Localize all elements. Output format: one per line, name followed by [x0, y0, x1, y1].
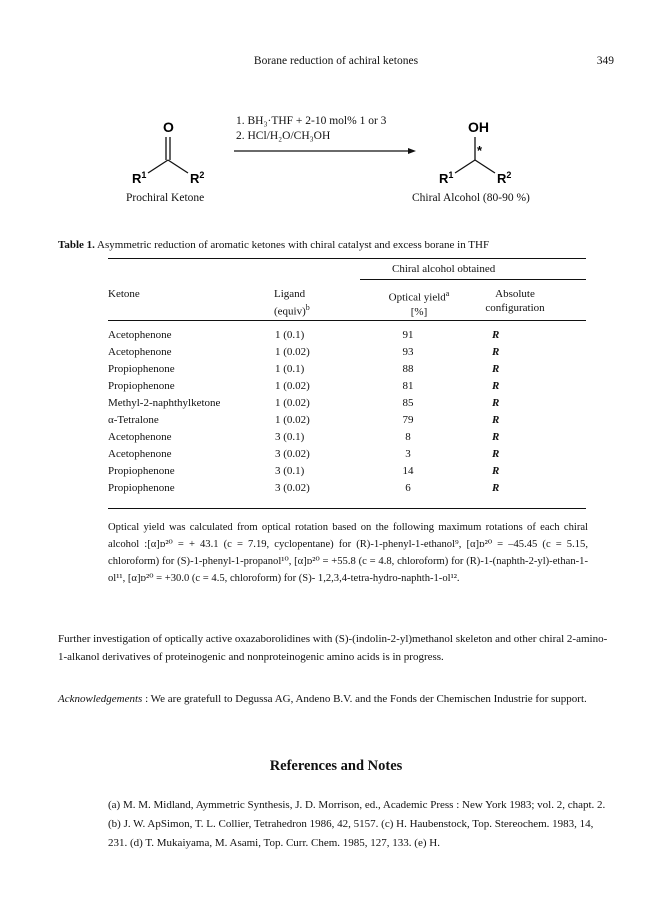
acknowledgements-text: : We are gratefull to Degussa AG, Andeno B.V. and the Fonds der Chemischen Industrie for support. — [142, 693, 587, 705]
cell-configuration: R — [492, 363, 500, 375]
table-row — [108, 465, 586, 481]
acknowledgements — [58, 690, 614, 708]
cell-ketone: Methyl-2-naphthylketone — [108, 397, 221, 409]
cell-ketone: α-Tetralone — [108, 414, 159, 426]
page-number: 349 — [596, 55, 614, 67]
cell-ketone: Acetophenone — [108, 431, 172, 443]
cell-configuration: R — [492, 329, 500, 341]
reactant-r1-sup: 1 — [141, 170, 147, 180]
table-row — [108, 431, 586, 447]
acknowledgements-label: Acknowledgements — [58, 693, 143, 705]
cell-ketone: Acetophenone — [108, 448, 172, 460]
running-title: Borane reduction of achiral ketones — [253, 55, 419, 67]
table-top-rule — [108, 258, 586, 259]
cell-ligand: 1 (0.02) — [275, 380, 310, 392]
cell-ketone: Acetophenone — [108, 346, 172, 358]
reagent-line-1: 1. BH₃·THF + 2-10 mol% 1 or 3 — [236, 115, 387, 127]
product-r1: R — [439, 171, 449, 186]
reaction-arrowhead — [408, 148, 416, 154]
reactant-label: Prochiral Ketone — [126, 192, 205, 204]
svg-text:R1 — [132, 170, 146, 186]
cell-ketone: Acetophenone — [108, 329, 172, 341]
cell-yield: 91 — [402, 329, 414, 341]
group-header-rule — [360, 279, 586, 280]
cell-yield: 88 — [402, 363, 414, 375]
body-paragraph: Further investigation of optically active oxazaborolidines with (S)-(indolin-2-yl)methanol skeleton and other chiral 2-amino-1-alkanol derivatives of proteinogenic and nonproteinogenic amino acids is in progress. — [58, 633, 608, 663]
col-header-ligand — [274, 287, 310, 319]
product-stereo-star: * — [477, 143, 483, 158]
table-caption-text: Asymmetric reduction of aromatic ketones with chiral catalyst and excess borane in THF — [97, 239, 490, 251]
reactant-oxygen: O — [163, 119, 174, 135]
cell-ligand: 3 (0.1) — [275, 465, 305, 477]
cell-ligand: 3 (0.02) — [275, 448, 310, 460]
reactant-r1: R — [132, 171, 142, 186]
cell-ketone: Propiophenone — [108, 465, 175, 477]
cell-configuration: R — [492, 346, 500, 358]
col-header-yield-sup: a — [445, 289, 450, 298]
product-r2: R — [497, 171, 507, 186]
col-header-yield — [380, 287, 458, 319]
cell-yield: 6 — [405, 482, 411, 494]
table-header-rule — [108, 320, 586, 321]
cell-yield: 14 — [402, 465, 414, 477]
reactant-r1-bond — [148, 160, 168, 173]
cell-ligand: 1 (0.1) — [275, 329, 305, 341]
table-row — [108, 482, 586, 498]
col-header-conf-line1: Absolute — [495, 288, 535, 300]
group-header: Chiral alcohol obtained — [392, 263, 496, 275]
table-bottom-rule — [108, 508, 586, 509]
cell-configuration: R — [492, 397, 500, 409]
svg-text:R2 — [190, 170, 204, 186]
cell-ligand: 1 (0.1) — [275, 363, 305, 375]
cell-ligand: 1 (0.02) — [275, 346, 310, 358]
cell-yield: 8 — [405, 431, 411, 443]
cell-yield: 79 — [402, 414, 414, 426]
reaction-scheme — [0, 0, 672, 220]
reactant-r2-sup: 2 — [199, 170, 205, 180]
table-row — [108, 380, 586, 396]
cell-yield: 81 — [402, 380, 414, 392]
table-row — [108, 363, 586, 379]
product-r2-bond — [475, 160, 495, 173]
cell-configuration: R — [492, 465, 500, 477]
cell-configuration: R — [492, 431, 500, 443]
reactant-r2: R — [190, 171, 200, 186]
reactant-r2-bond — [168, 160, 188, 173]
table-row — [108, 329, 586, 345]
table-row — [108, 414, 586, 430]
cell-configuration: R — [492, 448, 500, 460]
product-r1-bond — [455, 160, 475, 173]
product-r1-sup: 1 — [448, 170, 454, 180]
cell-yield: 93 — [402, 346, 414, 358]
cell-configuration: R — [492, 414, 500, 426]
col-header-yield-unit: [%] — [410, 305, 428, 318]
references-heading: References and Notes — [269, 758, 403, 774]
col-header-conf-line2: configuration — [485, 302, 545, 314]
cell-ligand: 3 (0.1) — [275, 431, 305, 443]
cell-configuration: R — [492, 380, 500, 392]
cell-ligand: 1 (0.02) — [275, 414, 310, 426]
col-header-ketone: Ketone — [108, 288, 140, 300]
cell-yield: 3 — [405, 448, 411, 460]
product-r2-sup: 2 — [506, 170, 512, 180]
cell-ketone: Propiophenone — [108, 482, 175, 494]
table-row — [108, 448, 586, 464]
col-header-ligand-line1: Ligand — [274, 288, 306, 300]
product-oh: OH — [468, 119, 489, 135]
cell-yield: 85 — [402, 397, 414, 409]
col-header-ligand-sup: b — [305, 303, 310, 312]
svg-text:R2 — [497, 170, 511, 186]
cell-configuration: R — [492, 482, 500, 494]
cell-ligand: 3 (0.02) — [275, 482, 310, 494]
col-header-yield-line1: Optical yield — [388, 291, 446, 304]
col-header-ligand-line2: (equiv) — [274, 305, 306, 318]
cell-ketone: Propiophenone — [108, 363, 175, 375]
reaction-conditions — [236, 114, 386, 144]
table-caption — [58, 239, 489, 251]
product-label: Chiral Alcohol (80-90 %) — [412, 192, 530, 204]
svg-text:R1 — [439, 170, 453, 186]
col-header-configuration — [470, 287, 560, 315]
table-footnote: Optical yield was calculated from optical rotation based on the following maximum rotations of each chiral alcohol :[α]ᴅ²⁰ = + 43.1 (c = 7.19, cyclopentane) for (R)-1-phenyl-1-ethanol⁹, [α]ᴅ²⁰ = –45.45 (c = 5.15, chloroform) for (S)-1-phenyl-1-propanol¹⁰, [α]ᴅ²⁰ = +55.8 (c = 4.8, chloroform) for (R)-1-(naphth-2-yl)-ethan-1-ol¹¹, [α]ᴅ²⁰ = +30.0 (c = 4.5, chloroform) for (S)- 1,2,3,4-tetra-hydro-naphth-1-ol¹². — [108, 522, 588, 584]
table-row — [108, 397, 586, 413]
table-caption-label: Table 1. — [58, 239, 95, 251]
reagent-line-2: 2. HCl/H₂O/CH₃OH — [236, 130, 331, 142]
references-text: (a) M. M. Midland, Aymmetric Synthesis, J. D. Morrison, ed., Academic Press : New York 1983; vol. 2, chapt. 2. (b) J. W. ApSimon, T. L. Collier, Tetrahedron 1986, 42, 5157. (c) H. Haubenstock, Top. Stereochem. 1983, 14, 231. (d) T. Mukaiyama, M. Asami, Top. Curr. Chem. 1985, 127, 133. (e) H. — [108, 799, 606, 849]
table-row — [108, 346, 586, 362]
cell-ligand: 1 (0.02) — [275, 397, 310, 409]
cell-ketone: Propiophenone — [108, 380, 175, 392]
